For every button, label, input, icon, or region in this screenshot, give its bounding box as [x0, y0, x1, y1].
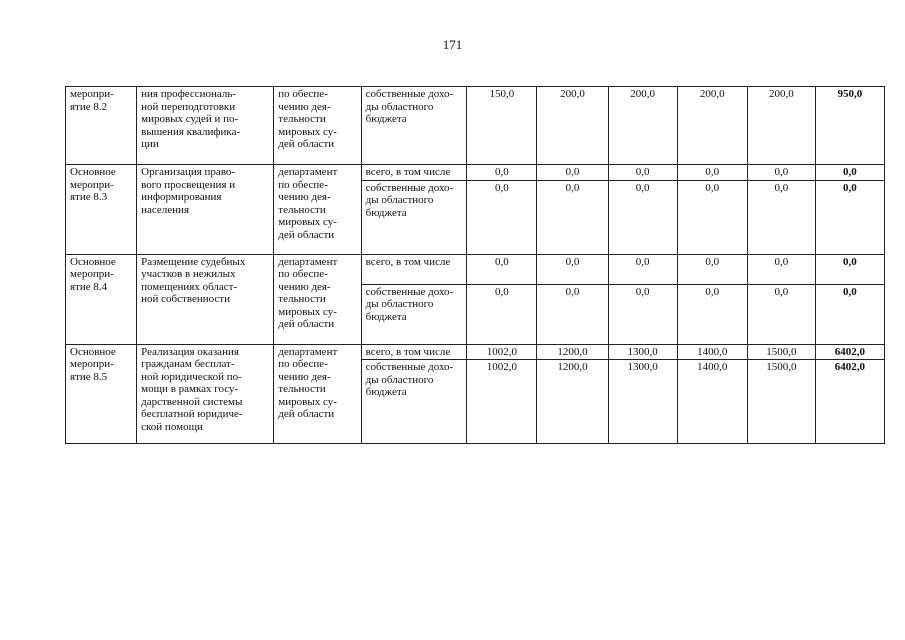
activity-executor-line: департамент — [278, 345, 338, 358]
activity-executor-line: чению дея- — [278, 370, 331, 383]
activity-description-line: Организация право- — [141, 166, 236, 178]
activity-description — [137, 254, 274, 344]
year-value-4: 0,0 — [677, 284, 747, 344]
funding-source-line: ды областного — [365, 194, 434, 206]
funding-source — [361, 254, 467, 284]
funding-source — [361, 284, 467, 344]
activity-description-line: ции — [141, 138, 159, 150]
total-value: 0,0 — [815, 254, 884, 284]
year-value-5: 200,0 — [747, 87, 815, 165]
activity-description-line: Размещение судебных — [141, 255, 246, 268]
year-value-3: 200,0 — [608, 87, 677, 165]
activity-executor-line: тельности — [278, 113, 326, 125]
year-value-1: 1002,0 — [467, 344, 537, 360]
activity-executor-line: мировых су- — [278, 125, 337, 138]
activity-name-line: Основное — [70, 255, 116, 268]
activity-executor-line: тельности — [278, 293, 326, 305]
funding-source-line: собственные дохо- — [365, 361, 454, 373]
activity-description-line: ной переподготовки — [141, 100, 236, 113]
activity-executor-line: дей области — [278, 228, 335, 241]
year-value-2: 0,0 — [537, 180, 608, 254]
funding-source-line: собственные дохо- — [365, 88, 454, 100]
year-value-3: 0,0 — [608, 165, 677, 181]
table-row — [66, 165, 885, 181]
activity-description-line: ной юридической по- — [141, 370, 242, 383]
table-body — [66, 87, 885, 444]
activity-executor-line: департамент — [278, 255, 338, 268]
year-value-5: 0,0 — [747, 254, 815, 284]
activity-description-line: населения — [141, 203, 189, 216]
activity-description-line: мировых судей и по- — [141, 113, 239, 125]
table-row — [66, 254, 885, 284]
year-value-1: 0,0 — [467, 284, 537, 344]
activity-name — [66, 165, 137, 255]
activity-executor-line: чению дея- — [278, 280, 331, 293]
activity-executor — [274, 87, 361, 165]
activity-name-line: меропри- — [70, 88, 114, 100]
total-value: 0,0 — [815, 284, 884, 344]
funding-source-line: бюджета — [365, 310, 407, 323]
activity-description-line: мощи в рамках госу- — [141, 383, 239, 395]
activity-name — [66, 344, 137, 444]
year-value-4: 200,0 — [677, 87, 747, 165]
funding-source-line: всего, в том числе — [365, 166, 451, 178]
activity-executor-line: по обеспе- — [278, 268, 328, 280]
activity-name-line: ятие 8.2 — [70, 100, 108, 113]
activity-description — [137, 87, 274, 165]
year-value-4: 1400,0 — [677, 360, 747, 444]
year-value-5: 0,0 — [747, 284, 815, 344]
activity-executor-line: мировых су- — [278, 395, 337, 408]
activity-executor-line: тельности — [278, 203, 326, 216]
activity-description-line: ской помощи — [141, 420, 203, 433]
year-value-2: 1200,0 — [537, 344, 608, 360]
year-value-3: 1300,0 — [608, 360, 677, 444]
year-value-1: 150,0 — [467, 87, 537, 165]
activity-description-line: информирования — [141, 191, 222, 203]
table-row — [66, 344, 885, 360]
funding-source-line: ды областного — [365, 298, 434, 310]
activity-executor — [274, 165, 361, 255]
activity-executor-line: по обеспе- — [278, 178, 328, 191]
year-value-2: 0,0 — [537, 254, 608, 284]
activity-description-line: вышения квалифика- — [141, 125, 241, 138]
funding-source-line: собственные дохо- — [365, 181, 454, 194]
activity-name-line: меропри- — [70, 358, 114, 370]
year-value-2: 0,0 — [537, 165, 608, 181]
year-value-2: 0,0 — [537, 284, 608, 344]
activity-executor — [274, 254, 361, 344]
year-value-5: 1500,0 — [747, 360, 815, 444]
activity-executor-line: чению дея- — [278, 191, 331, 203]
year-value-2: 200,0 — [537, 87, 608, 165]
funding-source-line: собственные дохо- — [365, 285, 454, 298]
activity-description-line: вого просвещения и — [141, 178, 236, 191]
activity-description-line: ния профессиональ- — [141, 88, 237, 100]
funding-source — [361, 87, 467, 165]
funding-source-line: бюджета — [365, 113, 407, 125]
year-value-4: 0,0 — [677, 254, 747, 284]
funding-source — [361, 180, 467, 254]
funding-source-line: ды областного — [365, 373, 434, 386]
year-value-2: 1200,0 — [537, 360, 608, 444]
activity-name-line: меропри- — [70, 178, 114, 191]
activity-executor-line: дей области — [278, 318, 335, 330]
year-value-3: 1300,0 — [608, 344, 677, 360]
funding-source — [361, 344, 467, 360]
year-value-1: 0,0 — [467, 254, 537, 284]
activity-description-line: Реализация оказания — [141, 345, 239, 358]
year-value-1: 1002,0 — [467, 360, 537, 444]
activity-description-line: участков в нежилых — [141, 268, 236, 280]
activity-executor-line: по обеспе- — [278, 358, 328, 370]
activity-name-line: ятие 8.4 — [70, 280, 108, 293]
activity-name — [66, 254, 137, 344]
activity-name-line: ятие 8.5 — [70, 370, 108, 383]
total-value: 0,0 — [815, 165, 884, 181]
activity-name — [66, 87, 137, 165]
activity-description — [137, 344, 274, 444]
funding-source-line: всего, в том числе — [365, 345, 451, 358]
funding-source — [361, 165, 467, 181]
activity-description-line: бесплатной юридиче- — [141, 408, 243, 420]
table-row — [66, 87, 885, 165]
year-value-4: 0,0 — [677, 180, 747, 254]
year-value-1: 0,0 — [467, 180, 537, 254]
activity-description-line: гражданам бесплат- — [141, 358, 235, 370]
budget-table — [65, 86, 885, 444]
total-value: 950,0 — [815, 87, 884, 165]
activity-description-line: ной собственности — [141, 293, 230, 305]
funding-source-line: ды областного — [365, 100, 434, 113]
year-value-4: 1400,0 — [677, 344, 747, 360]
funding-source — [361, 360, 467, 444]
activity-description-line: дарственной системы — [141, 395, 243, 408]
activity-executor-line: дей области — [278, 408, 335, 420]
activity-description — [137, 165, 274, 255]
page-number: 171 — [442, 37, 463, 52]
year-value-5: 1500,0 — [747, 344, 815, 360]
total-value: 6402,0 — [815, 344, 884, 360]
activity-name-line: Основное — [70, 166, 116, 178]
activity-executor — [274, 344, 361, 444]
funding-source-line: бюджета — [365, 386, 407, 398]
year-value-5: 0,0 — [747, 180, 815, 254]
year-value-3: 0,0 — [608, 180, 677, 254]
year-value-4: 0,0 — [677, 165, 747, 181]
activity-description-line: помещениях област- — [141, 280, 238, 293]
total-value: 0,0 — [815, 180, 884, 254]
activity-executor-line: тельности — [278, 383, 326, 395]
activity-name-line: меропри- — [70, 268, 114, 280]
year-value-1: 0,0 — [467, 165, 537, 181]
funding-source-line: бюджета — [365, 206, 407, 219]
year-value-5: 0,0 — [747, 165, 815, 181]
activity-name-line: Основное — [70, 345, 116, 358]
total-value: 6402,0 — [815, 360, 884, 444]
activity-name-line: ятие 8.3 — [70, 191, 108, 203]
year-value-3: 0,0 — [608, 254, 677, 284]
activity-executor-line: чению дея- — [278, 100, 331, 113]
funding-source-line: всего, в том числе — [365, 255, 451, 268]
activity-executor-line: по обеспе- — [278, 88, 328, 100]
activity-executor-line: мировых су- — [278, 305, 337, 318]
year-value-3: 0,0 — [608, 284, 677, 344]
activity-executor-line: департамент — [278, 166, 338, 178]
activity-executor-line: мировых су- — [278, 216, 337, 228]
activity-executor-line: дей области — [278, 138, 335, 150]
